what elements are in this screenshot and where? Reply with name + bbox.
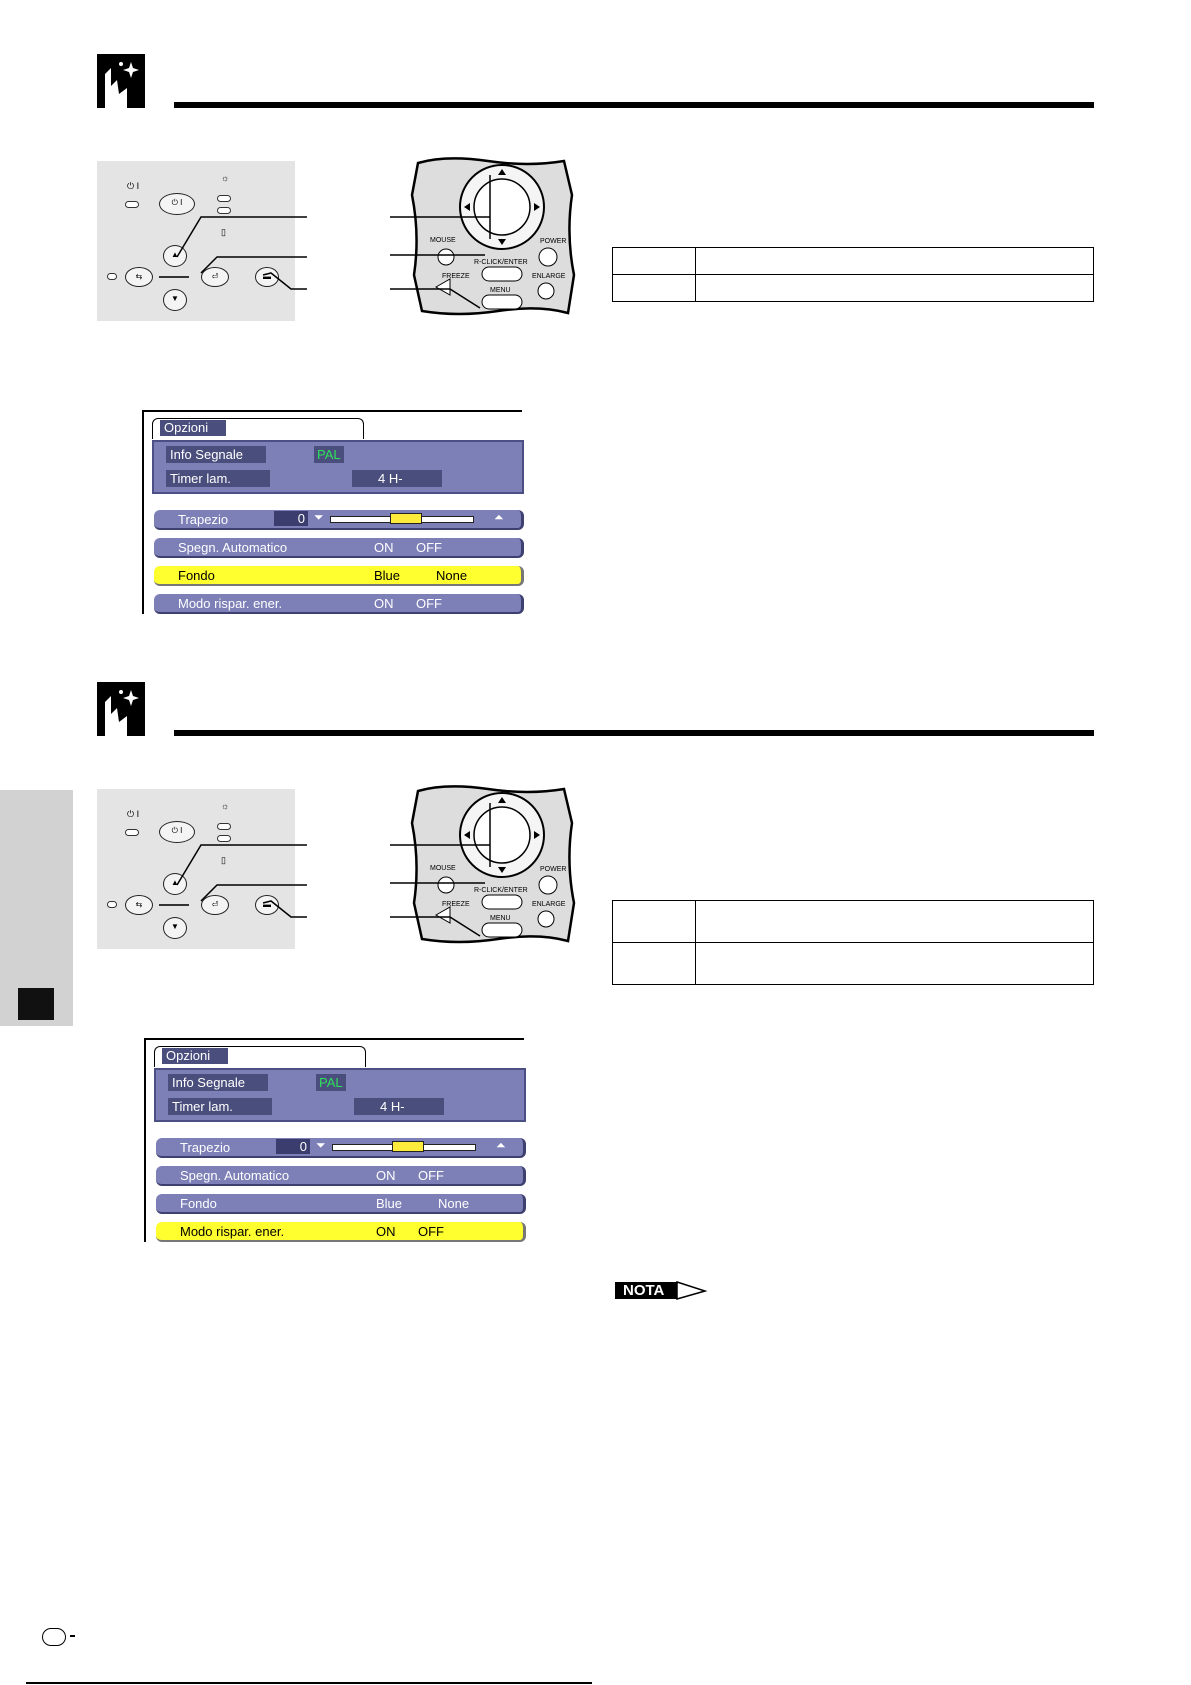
section-rule [174,730,1094,736]
nota-badge [615,1281,707,1306]
osd-menu-title: Opzioni [160,420,226,436]
projector-button-panel [97,161,295,321]
osd-menu-background [142,410,522,614]
keystone-value: 0 [276,1139,310,1154]
keystone-slider-knob[interactable] [392,1141,424,1152]
lamp-timer-value: 4 H- [354,1098,444,1115]
chapter-icon [18,988,54,1020]
info-signal-label: Info Segnale [166,446,266,463]
auto-power-off-on[interactable]: ON [374,540,394,555]
keystone-narrow-icon: ⏷ [316,1138,326,1152]
remote-rclick-label: R-CLICK/ENTER [474,259,528,266]
background-row[interactable] [156,1194,526,1214]
language-marker-icon [42,1628,66,1646]
remote-callout-lines [390,200,490,310]
section-icon-projector [97,54,145,108]
lamp-icon: ☼ [221,173,230,183]
info-signal-label: Info Segnale [168,1074,268,1091]
info-signal-value: PAL [314,446,344,463]
section-icon-projector [97,682,145,736]
enter-button[interactable]: ⏎ [201,895,229,915]
info-signal-value: PAL [316,1074,346,1091]
temp-icon: ▯ [221,855,226,865]
keystone-row[interactable] [156,1138,526,1158]
keystone-narrow-icon: ⏷ [314,510,324,524]
lamp-timer-label: Timer lam. [166,470,270,487]
power-save-label: Modo rispar. ener. [178,596,283,611]
remote-freeze-label: FREEZE [442,901,470,908]
section-rule [174,102,1094,108]
background-label: Fondo [178,568,215,583]
keystone-wide-icon: ⏶ [496,1138,506,1152]
osd-info-panel [152,440,524,494]
power-save-row[interactable] [154,594,524,614]
lamp-icon: ☼ [221,801,230,811]
volume-down-button[interactable]: ▼ [163,917,187,939]
projector-button-panel [97,789,295,949]
option-table-row-2 [612,942,1094,985]
remote-menu-label: MENU [490,287,511,294]
auto-power-off-on[interactable]: ON [376,1168,396,1183]
osd-info-panel [154,1068,526,1122]
remote-freeze-label: FREEZE [442,273,470,280]
background-blue[interactable]: Blue [374,568,401,583]
background-row[interactable] [154,566,524,586]
menu-button[interactable]: ▬ [255,895,279,915]
input-button[interactable]: ⇆ [125,267,153,287]
keystone-wide-icon: ⏶ [494,510,504,524]
volume-up-button[interactable]: ▲ [163,873,187,895]
menu-button[interactable]: ▬ [255,267,279,287]
auto-power-off-off[interactable]: OFF [416,540,442,555]
background-none[interactable]: None [438,1196,470,1211]
lamp-timer-value: 4 H- [352,470,442,487]
remote-enlarge-label: ENLARGE [532,901,566,908]
osd-menu-power-save [144,1038,524,1242]
remote-menu-label: MENU [490,915,511,922]
temp-icon: ▯ [221,227,226,237]
volume-up-button[interactable]: ▲ [163,245,187,267]
power-save-row[interactable] [156,1222,526,1242]
keystone-slider-knob[interactable] [390,513,422,524]
page-marker-dash [70,1635,75,1637]
auto-power-off-row[interactable] [154,538,524,558]
remote-enlarge-label: ENLARGE [532,273,566,280]
remote-mouse-label: MOUSE [430,237,456,244]
power-button[interactable]: ⏻ I [159,821,195,843]
keystone-label: Trapezio [178,512,229,527]
power-save-label: Modo rispar. ener. [180,1224,285,1239]
osd-menu-title: Opzioni [162,1048,228,1064]
callout-lines [97,161,347,321]
power-button[interactable]: ⏻ I [159,193,195,215]
power-save-on[interactable]: ON [374,596,394,611]
standby-label: ⏻ I [127,181,140,191]
option-table-row-2 [612,274,1094,302]
option-table-row-1 [612,247,1094,275]
power-save-off[interactable]: OFF [416,596,442,611]
input-button[interactable]: ⇆ [125,895,153,915]
enter-button[interactable]: ⏎ [201,267,229,287]
option-table-divider [695,247,696,302]
remote-mouse-label: MOUSE [430,865,456,872]
volume-down-button[interactable]: ▼ [163,289,187,311]
option-table-divider [695,900,696,985]
lamp-timer-label: Timer lam. [168,1098,272,1115]
keystone-value: 0 [274,511,308,526]
chapter-side-tab [0,790,73,1026]
remote-rclick-label: R-CLICK/ENTER [474,887,528,894]
power-save-on[interactable]: ON [376,1224,396,1239]
remote-callout-lines [390,828,490,938]
keystone-row[interactable] [154,510,524,530]
background-blue[interactable]: Blue [376,1196,403,1211]
footer-rule [26,1682,592,1684]
callout-lines [97,789,347,949]
standby-label: ⏻ I [127,809,140,819]
auto-power-off-row[interactable] [156,1166,526,1186]
option-table-row-1 [612,900,1094,943]
auto-power-off-label: Spegn. Automatico [178,540,288,555]
auto-power-off-label: Spegn. Automatico [180,1168,290,1183]
remote-power-label: POWER [540,238,567,245]
nota-label: NOTA [623,1282,665,1299]
power-save-off[interactable]: OFF [418,1224,444,1239]
background-none[interactable]: None [436,568,468,583]
background-label: Fondo [180,1196,217,1211]
auto-power-off-off[interactable]: OFF [418,1168,444,1183]
keystone-label: Trapezio [180,1140,231,1155]
remote-power-label: POWER [540,866,567,873]
